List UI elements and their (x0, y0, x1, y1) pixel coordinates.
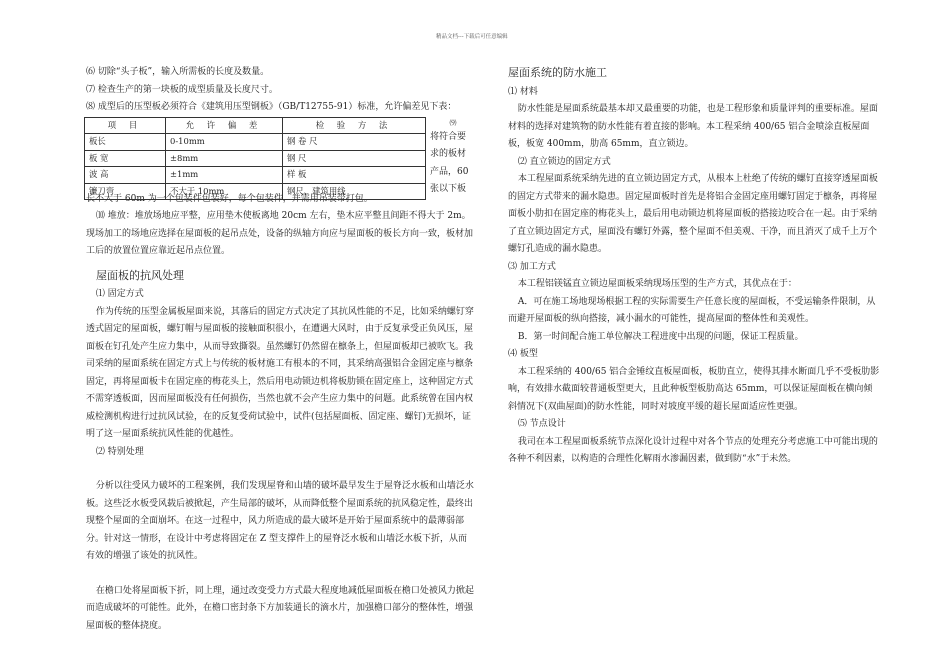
table-cell: 板 宽 (85, 150, 166, 167)
tolerance-table-block (86, 117, 474, 196)
table-cell: 钢 卷 尺 (283, 134, 426, 151)
table-cell: 板长 (85, 134, 166, 151)
table-row (85, 167, 426, 184)
subsection-standing-seam: ⑵ 直立锁边的固定方式 (517, 156, 611, 167)
table-cell: 样 板 (283, 167, 426, 184)
table-row (85, 183, 426, 200)
step-7: ⑺ 检查生产的第一块板的成型质量及长度尺寸。 (86, 84, 278, 95)
processing-point-a: A．可在施工场地现场根据工程的实际需要生产任意长度的屋面板，不受运输条件限制，从而避开屋面板的纵向搭接，减小漏水的可能性，提高屋面的整体性和美观性。 (508, 296, 876, 324)
subsection-fixing: ⑴ 固定方式 (95, 289, 144, 299)
side-note-line: 求的板材 (430, 149, 467, 159)
special-paragraph-1: 分析以往受风力破坏的工程案例，我们发现屋脊和山墙的破坏最早发生于屋脊泛水板和山墙泛水板。这些泛水板受风载后被掀起，产生局部的破坏，从而降低整个屋面系统的抗风稳定性，最终出现整个屋面的全面崩坏。在这一过程中，风力所造成的最大破坏是开始于屋面系统中的最薄弱部分。针对这一情形，在设计中考虑将固定在 Z 型支撑件上的屋脊泛水板和山墙泛水板下折，从而有效的增强了该处的抗风性。 (86, 481, 474, 561)
table-cell: ±8mm (166, 150, 283, 167)
section-title-wind: 屋面板的抗风处理 (96, 268, 184, 282)
spacer (86, 461, 474, 478)
tolerance-table (84, 117, 426, 201)
subsection-processing: ⑶ 加工方式 (508, 261, 556, 272)
subsection-profile: ⑷ 板型 (508, 349, 538, 359)
profile-paragraph: 本工程采纳的 400/65 铝合金锤纹直板屋面板，板肋直立，使得其排水断面几乎不受板肋影响，有效排水截面较普通板型更大，且此种板型板肋高达 65mm，可以保证屋面板在横向倾斜情况下(双曲屋面)的防水性能，同时对坡度平缓的超长屋面适应性更强。 (508, 366, 880, 412)
side-note-marker: ⑼ (449, 118, 457, 127)
subsection-detail: ⑸ 节点设计 (517, 419, 566, 429)
table-header-row (85, 117, 426, 134)
processing-point-b: B．第一时间配合施工单位解决工程进度中出现的问题，保证工程质量。 (517, 331, 804, 342)
standing-seam-paragraph: 本工程屋面系统采纳先进的直立锁边固定方式，从根本上杜绝了传统的螺钉直接穿透屋面板的固定方式带来的漏水隐患。固定屋面板时首先是将铝合金固定座用螺钉固定于檩条，再将屋面板小肋扣在固定座的梅花头上，最后用电动锁边机将屋面板的搭接边咬合在一起。由于采纳了直立锁边固定方式，屋面没有螺钉外露，整个屋面不但美观、干净，而且消灭了成千上万个螺钉孔造成的漏水隐患。 (508, 174, 878, 254)
table-cell: 0-10mm (166, 134, 283, 151)
packaging-text: 长不大于 60m 为一个包装件包装好，每个包装件，并需用吊装带打包。 (86, 193, 373, 204)
side-note-line: 将符合要 (430, 131, 467, 142)
step-6: ⑹ 切除“头子板”，输入所需板的长度及数量。 (86, 67, 270, 77)
side-note (430, 117, 476, 199)
subsection-special: ⑵ 特别处理 (95, 446, 144, 457)
page-header: 精品文档---下载后可任意编辑 (436, 34, 508, 40)
stacking-text: ⑽ 堆放：堆放场地应平整，应用垫木使板离地 20cm 左右，垫木应平整且间距不得大于 2m。现场加工的场地应选择在屋面板的起吊点处，设备的纵轴方向应与屋面板的板长方向一致，板材加工后的放置位置应靠近起吊点位置。 (86, 211, 474, 256)
fixing-paragraph: 作为传统的压型金属板屋面来说，其落后的固定方式决定了其抗风性能的不足，比如采纳螺钉穿透式固定的屋面板，螺钉帽与屋面板的接触面积很小，在遭遇大风时，由于反复承受正负风压，屋面板在钉孔处产生应力集中，从而导致撕裂。虽然螺钉仍然留在檩条上，但屋面板却已被吹飞。我司采纳的屋面系统在固定方式上与传统的板材施工有根本的不同，其采纳高强铝合金固定座与檩条固定，再将屋面板卡在固定座的梅花头上，然后用电动锁边机将板肋锁在固定座上，这种固定方式不需穿透板面，因而屋面板没有任何损伤，当然也就不会产生应力集中的问题。此系统曾在国内权威检测机构进行过抗风试验，在的反复受荷试验中，试件(包括屋面板、固定座、螺钉)无损坏，证明了这一屋面系统抗风性能的优越性。 (86, 306, 474, 439)
processing-paragraph: 本工程铝镁锰直立锁边屋面板采纳现场压型的生产方式，其优点在于： (517, 279, 797, 289)
table-cell: 波 高 (85, 167, 166, 184)
table-cell: ±1mm (166, 167, 283, 184)
table-row (85, 150, 426, 167)
table-cell: 钢 尺 (283, 150, 426, 167)
step-8: ⑻ 成型后的压型板必须符合《建筑用压型钢板》（GB/T12755-91）标准，允许偏差见下表： (86, 102, 457, 112)
table-header-cell: 项 目 (85, 117, 166, 134)
table-cell: 钢尺、建筑用线 (283, 183, 426, 200)
section-title-waterproof: 屋面系统的防水施工 (508, 66, 607, 79)
table-header-cell: 允 许 偏 差 (166, 117, 283, 134)
right-column (508, 64, 880, 469)
subsection-material: ⑴ 材料 (508, 86, 538, 97)
special-paragraph-2: 在檐口处将屋面板下折，同上理，通过改变受力方式最大程度地减低屋面板在檐口处被风力掀起而造成破坏的可能性。此外，在檐口密封条下方加装通长的滴水片，加强檐口部分的整体性，增强屋面板的整体挠度。 (86, 585, 474, 631)
table-row (85, 134, 426, 151)
side-note-line: 张以下板 (430, 184, 467, 194)
table-cell: 不大于 10mm (166, 183, 283, 200)
side-note-line: 产品，60 (430, 166, 469, 177)
table-header-cell: 检 验 方 法 (283, 117, 426, 134)
material-paragraph: 防水性能是屋面系统最基本却又最重要的功能，也是工程形象和质量评判的重要标准。屋面材料的选择对建筑物的防水性能有着直接的影响。本工程采纳 400/65 铝合金喷涂直板屋面板，板宽 400mm，肋高 65mm，直立锁边。 (508, 104, 878, 149)
left-column (86, 64, 474, 635)
table-cell: 镰刀弯 (85, 183, 166, 200)
detail-paragraph: 我司在本工程屋面板系统节点深化设计过程中对各个节点的处理充分考虑施工中可能出现的各种不利因素，以构造的合理性化解雨水渗漏因素，做到防“水”于未然。 (508, 436, 878, 464)
spacer (86, 566, 474, 583)
